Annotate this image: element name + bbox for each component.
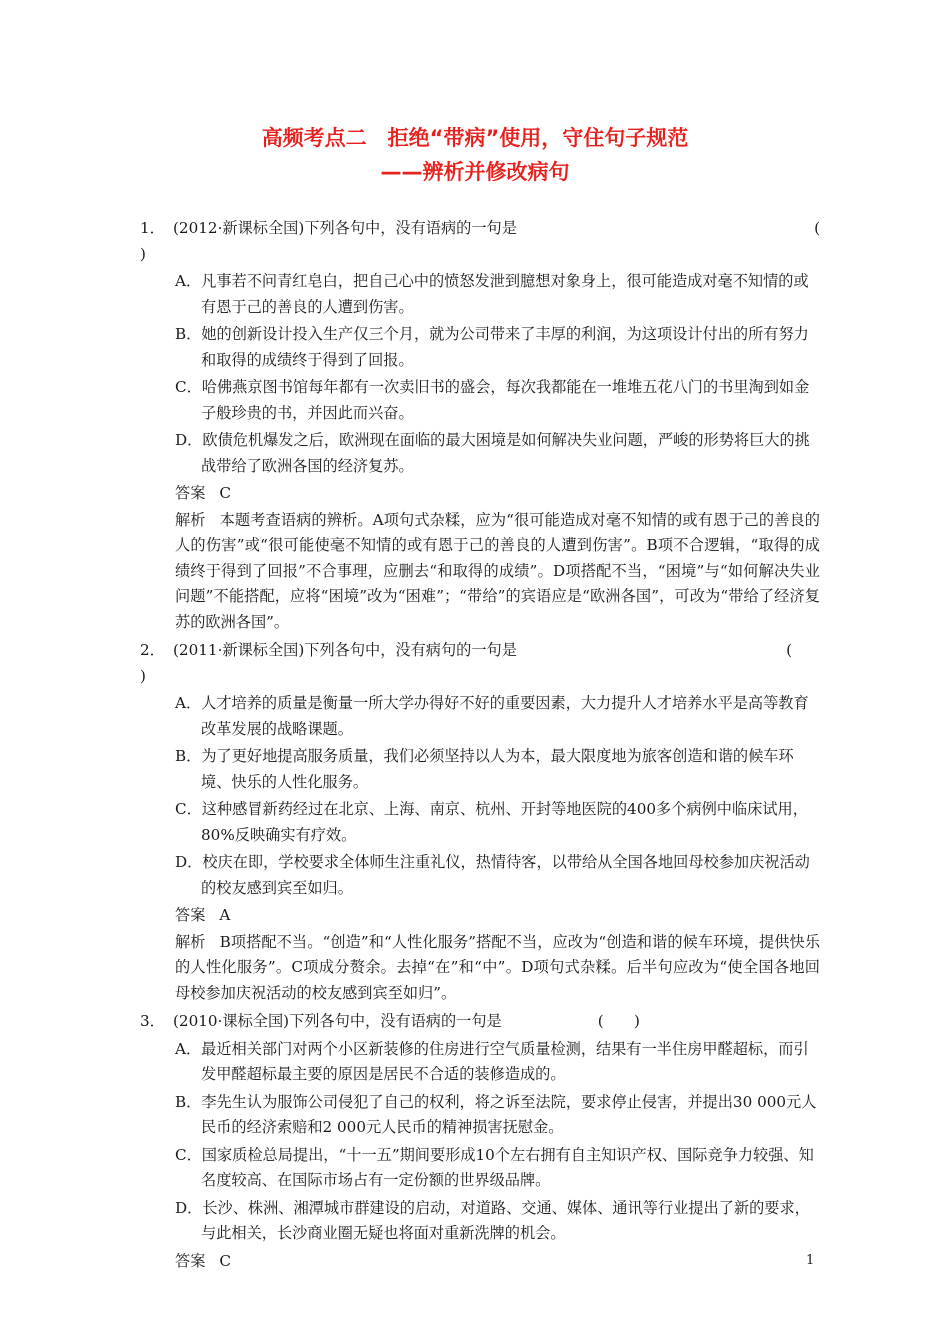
answer-line [175,1249,820,1275]
option-c: C．这种感冒新药经过在北京、上海、南京、杭州、开封等地医院的400多个病例中临床试用，80%反映确实有疗效。 [175,800,808,844]
option-d: D．长沙、株洲、湘潭城市群建设的启动，对道路、交通、媒体、通讯等行业提出了新的要求，与此相关，长沙商业圈无疑也将面对重新洗牌的机会。 [175,1198,810,1242]
option-b: B．为了更好地提高服务质量，我们必须坚持以人为本，最大限度地为旅客创造和谐的候车环境、快乐的人性化服务。 [175,747,794,791]
explanation-text: 本题考查语病的辨析。A项句式杂糅，应为“很可能造成对毫不知情的或有恩于己的善良的人的伤害”或“很可能使毫不知情的或有恩于己的善良的人遭到伤害”。B项不合逻辑，“取得的成绩终于得到了回报”不合事理，应删去“和取得的成绩”。D项搭配不当，“困境”与“如何解决失业问题”不能搭配，应将“困境”改为“困难”；“带给”的宾语应是“欧洲各国”，可改为“带给了经济复苏的欧洲各国”。 [175,510,820,631]
option-d: D．校庆在即，学校要求全体师生注重礼仪，热情待客，以带给从全国各地回母校参加庆祝活动的校友感到宾至如归。 [175,853,810,897]
page-number: 1 [806,1253,815,1268]
explanation [175,508,820,636]
answer-value: C [219,484,231,502]
question-stem [140,638,820,664]
option-a: A．凡事若不问青红皂白，把自己心中的愤怒发泄到臆想对象身上，很可能造成对毫不知情的或有恩于己的善良的人遭到伤害。 [175,272,809,316]
page-subtitle: ——辨析并修改病句 [380,160,570,184]
answer-bracket-close: ) [140,666,146,685]
option-b: B．李先生认为服饰公司侵犯了自己的权利，将之诉至法院，要求停止侵害，并提出30 000元人民币的经济索赔和2 000元人民币的精神损害抚慰金。 [175,1092,817,1136]
question-text: (2010·课标全国)下列各句中，没有语病的一句是 [173,1012,502,1030]
option-c: C．哈佛燕京图书馆每年都有一次卖旧书的盛会，每次我都能在一堆堆五花八门的书里淘到如金子般珍贵的书，并因此而兴奋。 [175,378,810,422]
answer-label: 答案 [175,906,206,924]
explanation-label: 解析 [175,932,206,951]
question-list [140,213,820,1274]
option-a: A．最近相关部门对两个小区新装修的住房进行空气质量检测，结果有一半住房甲醛超标，而引发甲醛超标最主要的原因是居民不合适的装修造成的。 [175,1039,809,1083]
option-b: B．她的创新设计投入生产仅三个月，就为公司带来了丰厚的利润，为这项设计付出的所有努力和取得的成绩终于得到了回报。 [175,325,809,369]
answer-bracket-close: ) [140,244,146,263]
answer-line [175,903,820,929]
option-c: C．国家质检总局提出，“十一五”期间要形成10个左右拥有自主知识产权、国际竞争力较强、知名度较高、在国际市场占有一定份额的世界级品牌。 [175,1145,814,1189]
answer-value: A [219,906,231,924]
question-stem [140,1009,820,1035]
question-3 [140,1009,820,1274]
question-2 [140,638,820,1006]
question-text: (2011·新课标全国)下列各句中，没有病句的一句是 [173,641,517,659]
option-d: D．欧债危机爆发之后，欧洲现在面临的最大困境是如何解决失业问题，严峻的形势将巨大的挑战带给了欧洲各国的经济复苏。 [175,431,810,475]
answer-bracket-open: ( [786,641,792,659]
option-a: A．人才培养的质量是衡量一所大学办得好不好的重要因素，大力提升人才培养水平是高等教育改革发展的战略课题。 [175,694,809,738]
question-number: 2． [140,641,165,659]
explanation-label: 解析 [175,510,206,529]
question-1 [140,216,820,635]
question-number: 1． [140,219,165,237]
explanation [175,930,820,1007]
question-number: 3． [140,1012,165,1030]
answer-label: 答案 [175,1251,206,1270]
question-text: (2012·新课标全国)下列各句中，没有语病的一句是 [173,219,517,237]
explanation-text: B项搭配不当。“创造”和“人性化服务”搭配不当，应改为“创造和谐的候车环境，提供快乐的人性化服务”。C项成分赘余。去掉“在”和“中”。D项句式杂糅。后半句应改为“使全国各地回母校参加庆祝活动的校友感到宾至如归”。 [175,932,821,1002]
answer-label: 答案 [175,484,206,502]
answer-bracket: ( ) [597,1012,640,1030]
answer-value: C [219,1251,231,1270]
answer-bracket-open: ( [814,219,820,237]
question-stem [140,216,820,242]
page-title: 高频考点二 拒绝“带病”使用，守住句子规范 [261,126,689,150]
answer-line [175,481,820,507]
